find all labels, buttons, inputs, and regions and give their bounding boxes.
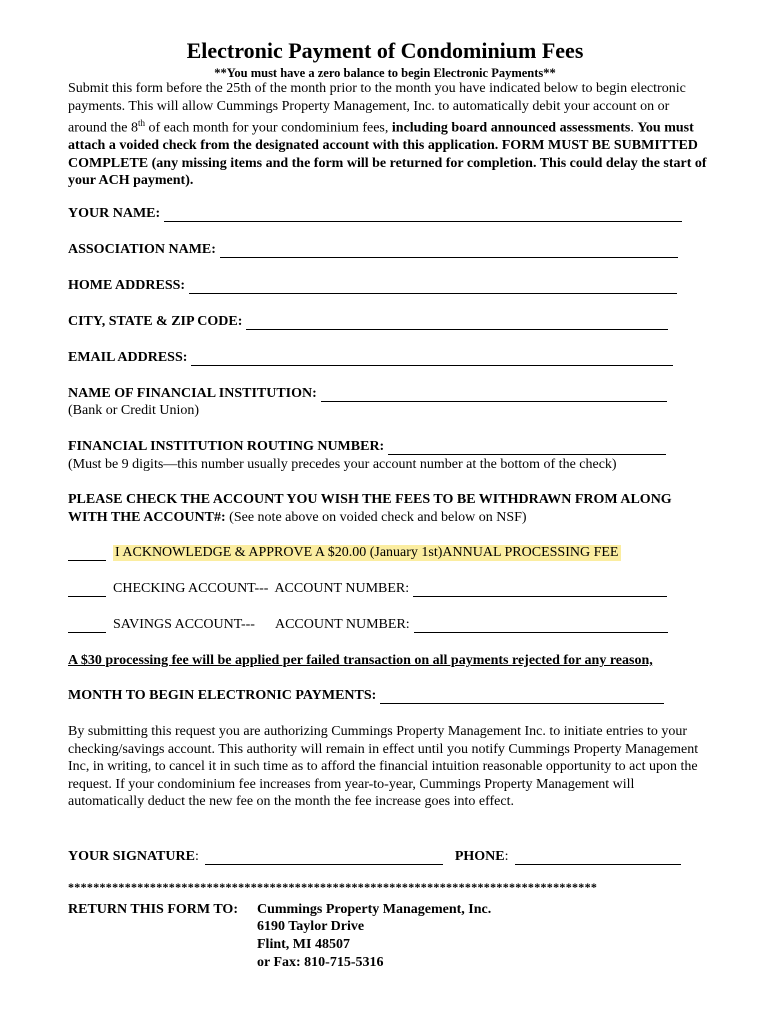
acknowledge-fee-label: I ACKNOWLEDGE & APPROVE A $20.00 (January 1st)ANNUAL PROCESSING FEE bbox=[115, 545, 619, 560]
acknowledge-fee-row bbox=[68, 545, 621, 561]
city-state-zip-row bbox=[68, 314, 668, 330]
intro-paragraph bbox=[68, 80, 708, 190]
savings-account-label: SAVINGS ACCOUNT--- bbox=[113, 617, 255, 632]
nsf-fee-notice: A $30 processing fee will be applied per failed transaction on all payments rejected for any reason, bbox=[68, 653, 653, 668]
signature-row bbox=[68, 849, 681, 865]
phone-field[interactable] bbox=[515, 850, 681, 865]
routing-number-field[interactable] bbox=[388, 440, 666, 455]
phone-colon: : bbox=[504, 849, 509, 864]
routing-number-label: FINANCIAL INSTITUTION ROUTING NUMBER: bbox=[68, 439, 385, 454]
your-name-label: YOUR NAME: bbox=[68, 206, 161, 221]
association-name-field[interactable] bbox=[220, 243, 678, 258]
intro-sup: th bbox=[137, 118, 145, 128]
acknowledge-fee-checkbox[interactable] bbox=[68, 546, 106, 561]
financial-institution-row bbox=[68, 386, 667, 402]
savings-account-number-label: ACCOUNT NUMBER: bbox=[274, 617, 410, 632]
association-name-label: ASSOCIATION NAME: bbox=[68, 242, 216, 257]
account-heading-bold: PLEASE CHECK THE ACCOUNT YOU WISH THE FEES TO BE WITHDRAWN FROM ALONG WITH THE ACCOUNT#: bbox=[68, 492, 672, 525]
association-name-row bbox=[68, 242, 678, 258]
checking-account-checkbox[interactable] bbox=[68, 582, 106, 597]
page-title: Electronic Payment of Condominium Fees bbox=[186, 38, 584, 63]
return-fax: or Fax: 810-715-5316 bbox=[257, 955, 384, 970]
city-state-zip-label: CITY, STATE & ZIP CODE: bbox=[68, 314, 243, 329]
signature-label: YOUR SIGNATURE bbox=[68, 849, 195, 864]
month-to-begin-label: MONTH TO BEGIN ELECTRONIC PAYMENTS: bbox=[68, 688, 377, 703]
financial-institution-note: (Bank or Credit Union) bbox=[68, 403, 200, 418]
divider-line: ************************************************************************************ bbox=[68, 880, 598, 894]
savings-account-number-field[interactable] bbox=[414, 618, 668, 633]
intro-text-2: of each month for your condominium fees, bbox=[145, 120, 392, 136]
home-address-row bbox=[68, 278, 677, 294]
financial-institution-field[interactable] bbox=[321, 387, 667, 402]
email-row bbox=[68, 350, 673, 366]
intro-text-3: . bbox=[630, 120, 638, 136]
return-street: 6190 Taylor Drive bbox=[257, 919, 365, 934]
savings-account-checkbox[interactable] bbox=[68, 618, 106, 633]
account-heading-note: (See note above on voided check and below on NSF) bbox=[225, 509, 527, 525]
zero-balance-notice: **You must have a zero balance to begin Electronic Payments** bbox=[214, 66, 556, 80]
intro-bold-assessments: including board announced assessments bbox=[391, 120, 631, 136]
home-address-field[interactable] bbox=[189, 279, 677, 294]
email-label: EMAIL ADDRESS: bbox=[68, 350, 188, 365]
city-state-zip-field[interactable] bbox=[246, 315, 668, 330]
return-company: Cummings Property Management, Inc. bbox=[257, 902, 492, 917]
signature-colon: : bbox=[194, 849, 199, 864]
authorization-paragraph: By submitting this request you are authorizing Cummings Property Management Inc. to initiate entries to your checking/savings account. This authority will remain in effect until you notify Cummings Property Management Inc, in writing, to cancel it in such time as to afford the financial intuition reasonable opportunity to act upon the request. If your condominium fee increases from year-to-year, Cummings Property Management will automatically deduct the new fee on the month the fee increase goes into effect. bbox=[68, 724, 699, 809]
financial-institution-label: NAME OF FINANCIAL INSTITUTION: bbox=[68, 386, 317, 401]
email-field[interactable] bbox=[191, 351, 673, 366]
signature-field[interactable] bbox=[205, 850, 443, 865]
account-section-heading bbox=[68, 491, 708, 526]
intro-bold-requirements: You must attach a voided check from the designated account with this application. FORM MUST BE SUBMITTED COMPLETE (any missing items and the form will be returned for completion. This could delay the start of your ACH payment). bbox=[68, 120, 707, 189]
checking-account-row bbox=[68, 581, 667, 597]
your-name-field[interactable] bbox=[164, 207, 682, 222]
checking-account-number-field[interactable] bbox=[413, 582, 667, 597]
month-to-begin-row bbox=[68, 688, 664, 704]
checking-account-label: CHECKING ACCOUNT--- bbox=[113, 581, 269, 596]
routing-number-row bbox=[68, 439, 666, 455]
checking-account-number-label: ACCOUNT NUMBER: bbox=[274, 581, 410, 596]
return-label: RETURN THIS FORM TO: bbox=[68, 902, 238, 917]
return-city: Flint, MI 48507 bbox=[257, 937, 350, 952]
your-name-row bbox=[68, 206, 682, 222]
month-to-begin-field[interactable] bbox=[380, 689, 664, 704]
intro-text-1: Submit this form before the 25th of the month prior to the month you have indicated below to begin electronic payments. This will allow Cummings Property Management, Inc. to automatically debit your account on or around the 8 bbox=[68, 81, 686, 136]
savings-account-row bbox=[68, 617, 668, 633]
routing-number-note: (Must be 9 digits—this number usually precedes your account number at the bottom of the check) bbox=[68, 457, 617, 472]
home-address-label: HOME ADDRESS: bbox=[68, 278, 186, 293]
phone-label: PHONE bbox=[454, 849, 505, 864]
